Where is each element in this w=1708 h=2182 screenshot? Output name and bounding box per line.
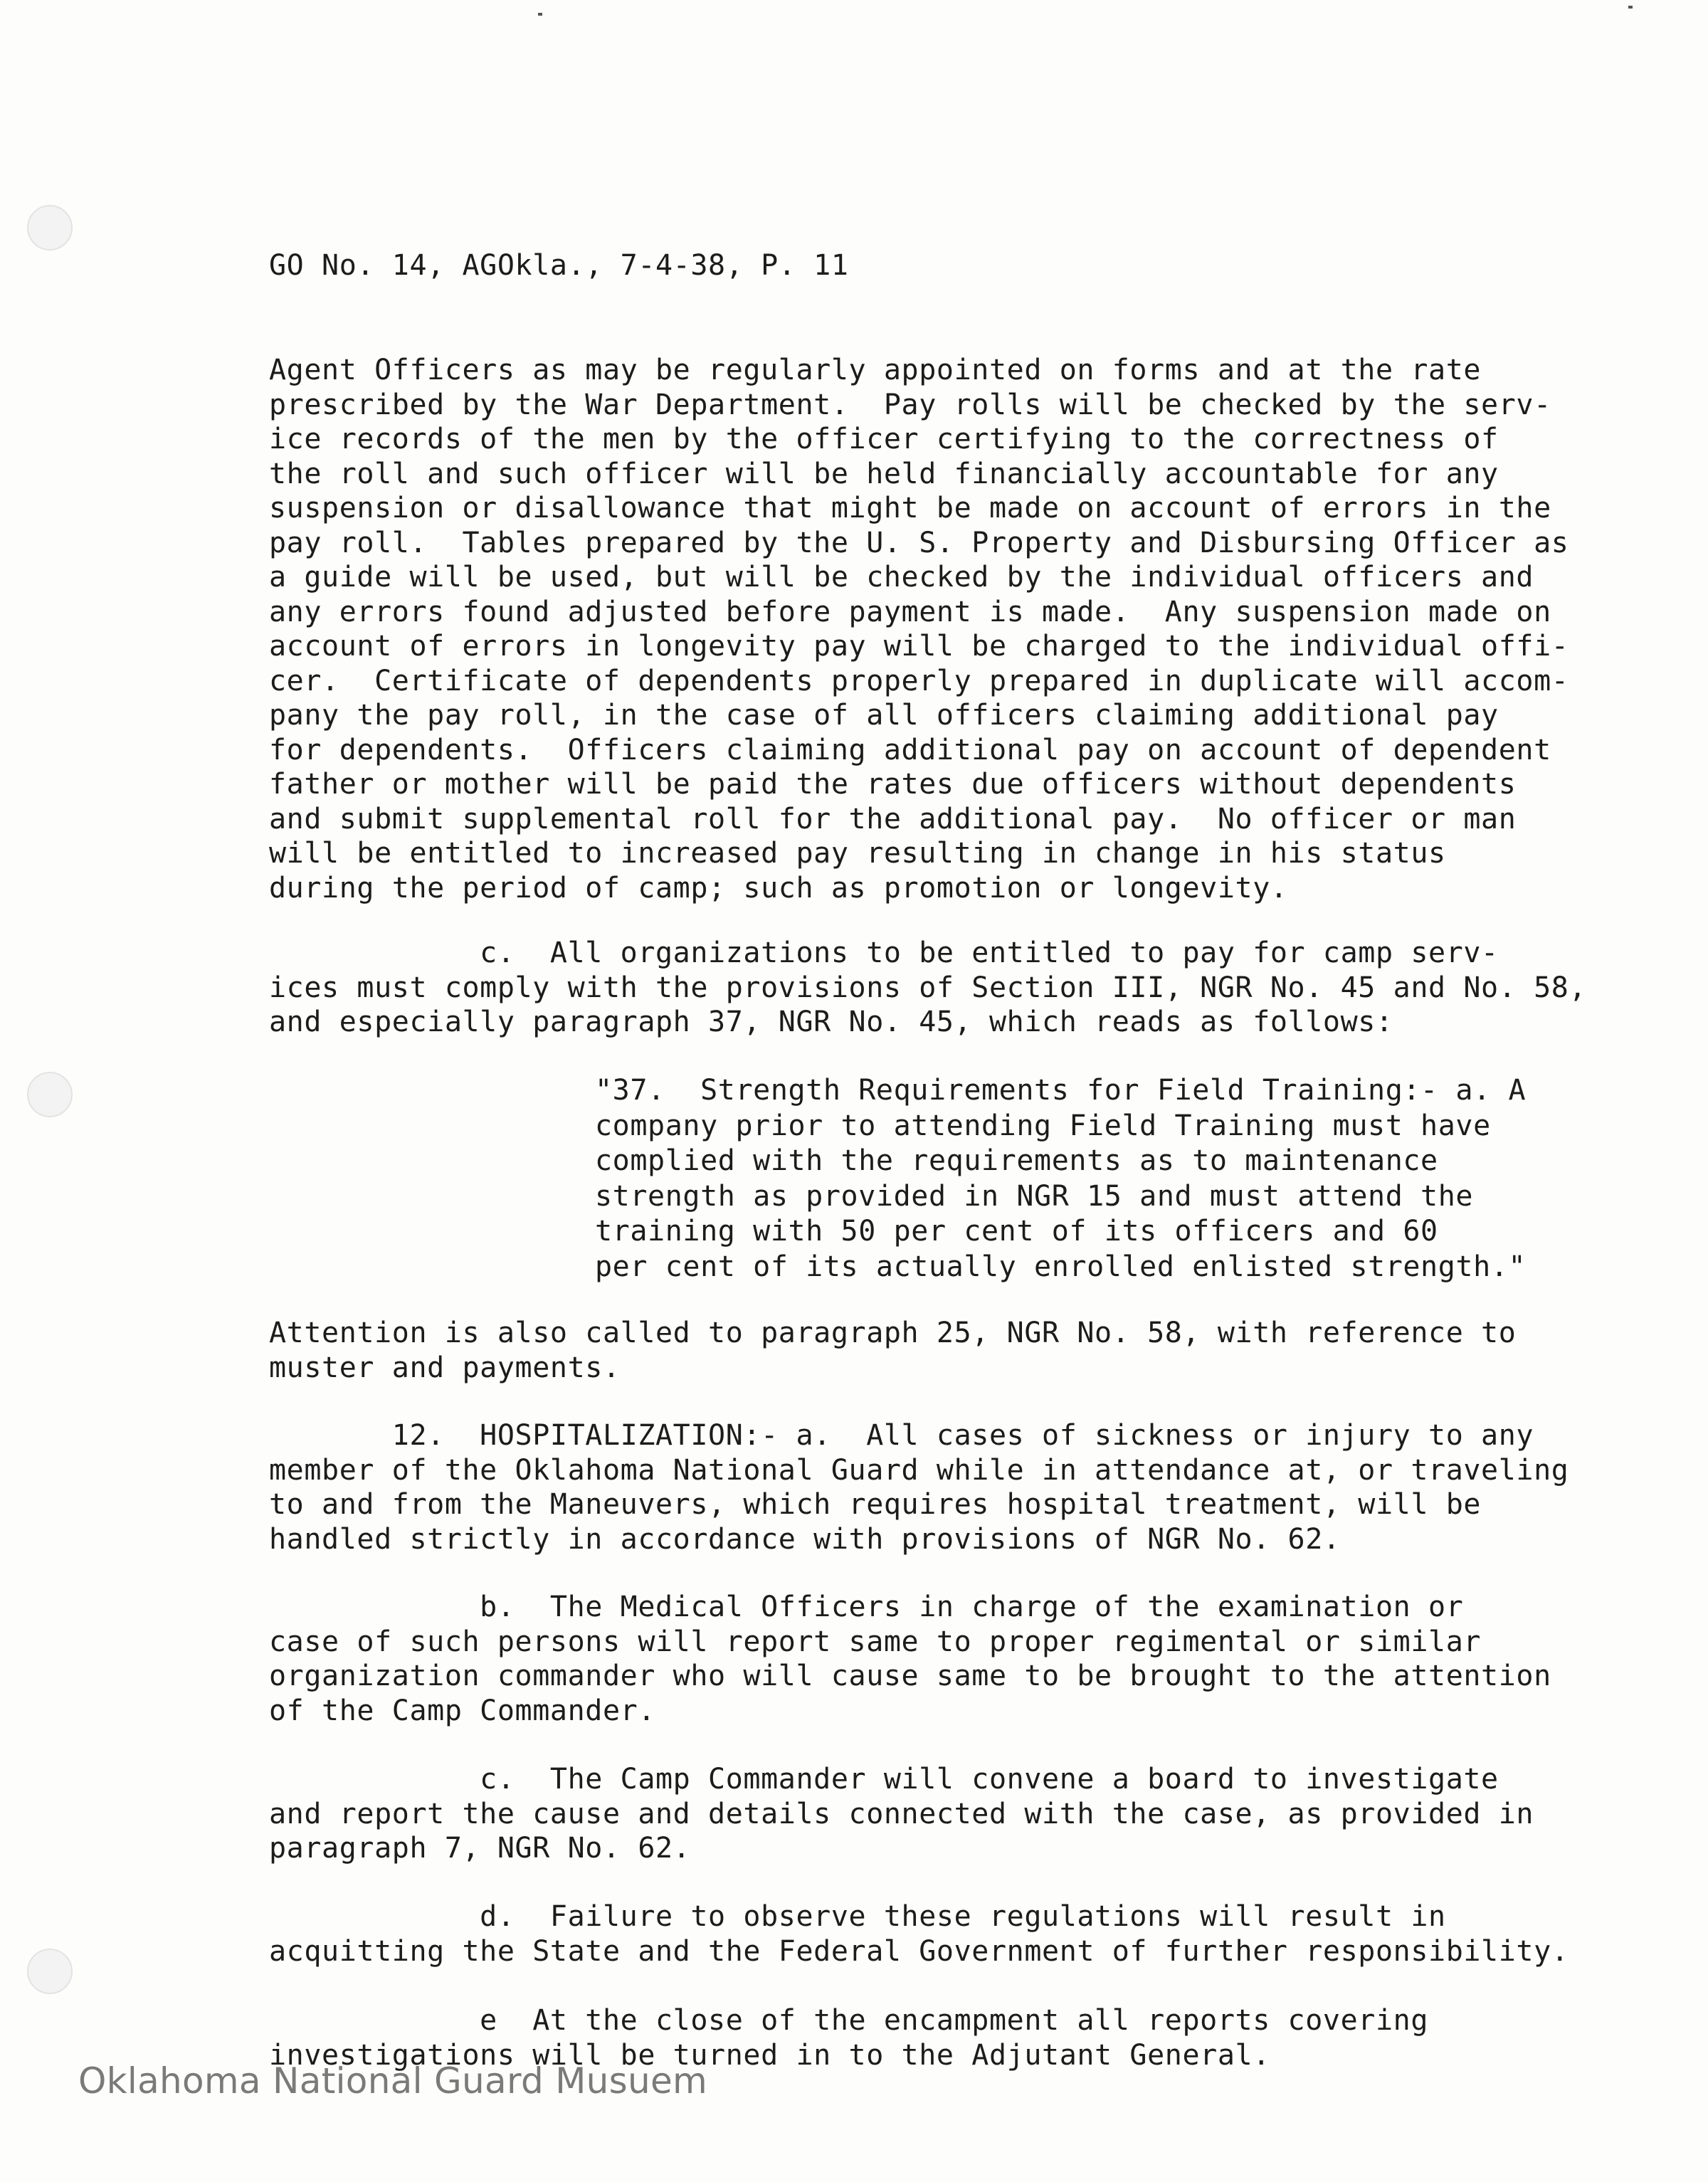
section-12e-reports: e At the close of the encampment all reports covering investigations will be turned in to the Adjutant General. xyxy=(269,2004,1429,2072)
section-12d-failure: d. Failure to observe these regulations will result in acquitting the State and the Federal Government of further responsibility. xyxy=(269,1900,1569,1968)
watermark: Oklahoma National Guard Musuem xyxy=(78,2060,708,2102)
section-12c-camp-commander: c. The Camp Commander will convene a board to investigate and report the cause and details connected with the case, as provided in paragraph 7, NGR No. 62. xyxy=(269,1763,1534,1865)
punch-hole-middle xyxy=(27,1072,73,1117)
section-12-hospitalization: 12. HOSPITALIZATION:- a. All cases of sickness or injury to any member of the Oklahoma National Guard while in attendance at, or traveling to and from the Maneuvers, which requires hospital treatment, will be handled strictly in accordance with provisions of NGR No. 62. xyxy=(269,1419,1569,1556)
section-12b-medical-officers: b. The Medical Officers in charge of the examination or case of such persons will report same to proper regimental or similar organization commander who will cause same to be brought to the attention of the Camp Commander. xyxy=(269,1591,1551,1727)
paper-mark xyxy=(538,13,542,16)
attention-note: Attention is also called to paragraph 25, NGR No. 58, with reference to muster and payments. xyxy=(269,1317,1517,1384)
quoted-paragraph-37: "37. Strength Requirements for Field Training:- a. A company prior to attending Field Training must have complied with the requirements as to maintenance strength as provided in NGR 15 and must attend the training with 50 per cent of its officers and 60 per cent of its actually enrolled enlisted strength." xyxy=(595,1074,1527,1283)
paragraph-c-camp-services: c. All organizations to be entitled to pay for camp serv- ices must comply with the provisions of Section III, NGR No. 45 and No. 58, and especially paragraph 37, NGR No. 45, which reads as follows: xyxy=(269,937,1587,1038)
punch-hole-bottom xyxy=(27,1949,73,1994)
punch-hole-top xyxy=(27,205,73,251)
paper-mark xyxy=(1628,6,1633,9)
paragraph-pay-rolls: Agent Officers as may be regularly appointed on forms and at the rate prescribed by the War Department. Pay rolls will be checked by the serv- ice records of the men by the officer certifying to the correctness of the roll and such officer will be held financially accountable for any suspension or disallowance that might be made on account of errors in the pay roll. Tables prepared by the U. S. Property and Disbursing Officer as a guide will be used, but will be checked by the individual officers and any errors found adjusted before payment is made. Any suspension made on account of errors in longevity pay will be charged to the individual offi- cer. Certificate of dependents properly prepared in duplicate will accom- pany the pay roll, in the case of all officers claiming additional pay for dependents. Officers claiming additional pay on account of dependent father or mother will be paid the rates due officers without dependents and submit supplemental roll for the additional pay. No officer or man will be entitled to increased pay resulting in change in his status during the period of camp; such as promotion or longevity. xyxy=(269,354,1569,905)
document-header: GO No. 14, AGOkla., 7-4-38, P. 11 xyxy=(269,249,849,282)
